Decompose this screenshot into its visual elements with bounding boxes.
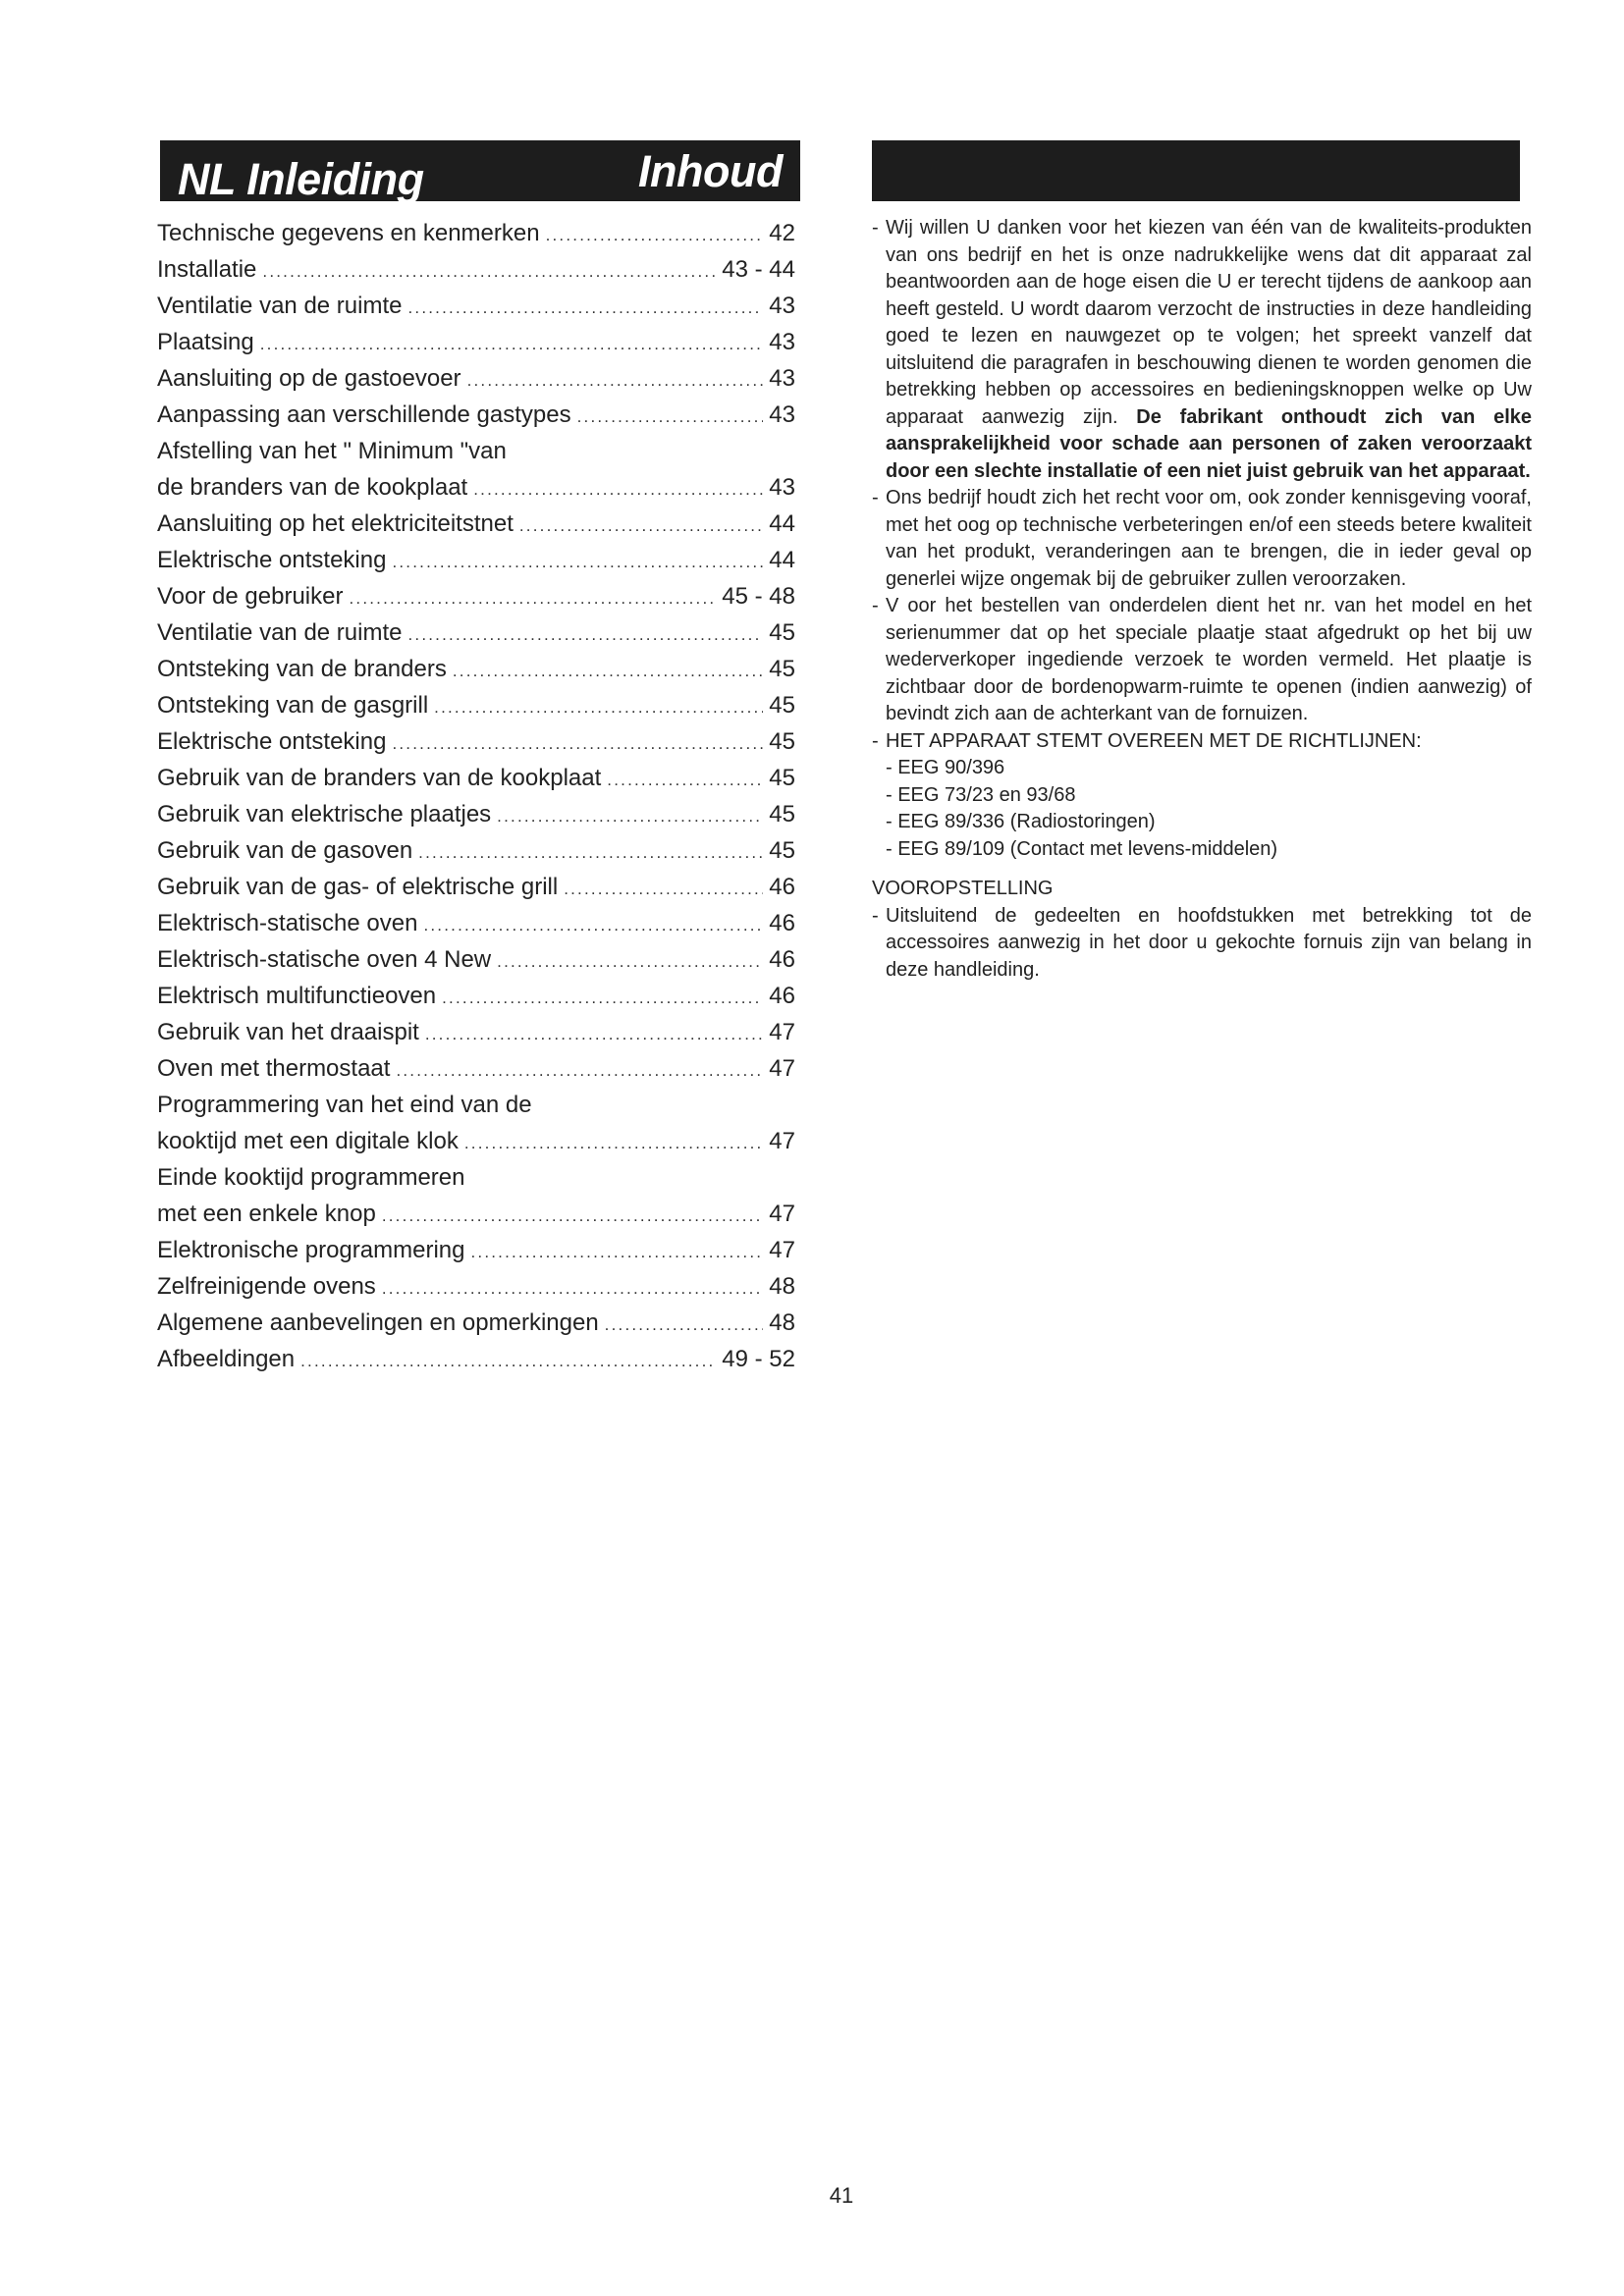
toc-leader-dots [564, 871, 763, 907]
toc-entry [157, 869, 795, 905]
bullet-dash: - [872, 904, 879, 927]
toc-leader-dots [577, 399, 764, 435]
toc-entry [157, 1014, 795, 1050]
toc-leader-dots [497, 798, 763, 834]
toc-entry [157, 832, 795, 869]
toc-leader-dots [396, 1052, 763, 1089]
toc-entry-page: 46 [769, 946, 795, 973]
section-heading-vooropstelling: VOOROPSTELLING [872, 878, 1054, 899]
toc-leader-dots [467, 362, 764, 399]
directive-item: - EEG 90/396 [886, 757, 1005, 778]
intro-paragraph-directives [872, 728, 1532, 756]
toc-entry-page: 43 [769, 401, 795, 428]
toc-entry-page: 44 [769, 547, 795, 573]
toc-entry-page: 44 [769, 510, 795, 537]
toc-entry-label: kooktijd met een digitale klok [157, 1128, 459, 1154]
toc-entry [157, 469, 795, 506]
toc-entry-page: 45 [769, 765, 795, 791]
header-bar-left [160, 140, 800, 204]
toc-entry-page: 45 [769, 728, 795, 755]
toc-leader-dots [423, 907, 763, 943]
toc-entry-page: 46 [769, 910, 795, 936]
header-bar-right [872, 140, 1520, 201]
toc-entry [157, 760, 795, 796]
toc-entry [157, 1232, 795, 1268]
toc-entry-label: Gebruik van de gas- of elektrische grill [157, 874, 559, 900]
toc-entry-label: Elektrische ontsteking [157, 728, 387, 755]
toc-entry-label: Einde kooktijd programmeren [157, 1164, 465, 1191]
scope-text: Uitsluitend de gedeelten en hoofdstukken met betrekking tot de accessoires aanwezig in het door u gekochte fornuis zijn van belang in deze handleiding. [886, 904, 1532, 981]
toc-entry [157, 506, 795, 542]
toc-entry [157, 1087, 795, 1123]
toc-entry [157, 978, 795, 1014]
toc-entry-label: Gebruik van het draaispit [157, 1019, 419, 1045]
toc-leader-dots [418, 834, 763, 871]
bullet-dash: - [872, 729, 879, 752]
toc-entry-label: de branders van de kookplaat [157, 474, 468, 501]
toc-entry-label: Elektrische ontsteking [157, 547, 387, 573]
toc-leader-dots [262, 253, 716, 290]
toc-leader-dots [453, 653, 763, 689]
toc-leader-dots [260, 326, 764, 362]
changes-text: Ons bedrijf houdt zich het recht voor om, ook zonder kennisgeving vooraf, met het oog op technische verbeteringen en/of een steeds betere kwaliteit van het produkt, veranderingen aan te brengen, die in ieder geval op generlei wijze ongemak bij de gebruiker zullen veroorzaken. [886, 487, 1532, 590]
toc-entry [157, 397, 795, 433]
liability-disclaimer: De fabrikant onthoudt zich van elke aansprakelijkheid voor schade aan personen of zaken veroorzaakt door een slechte installatie of een niet juist gebruik van het apparaat. [886, 405, 1533, 482]
toc-entry [157, 542, 795, 578]
toc-entry [157, 941, 795, 978]
toc-entry-page: 47 [769, 1019, 795, 1045]
intro-paragraph-changes [872, 485, 1532, 593]
toc-leader-dots [349, 580, 716, 616]
toc-entry-page: 48 [769, 1273, 795, 1300]
toc-entry-page: 49 - 52 [722, 1346, 795, 1372]
toc-entry [157, 1050, 795, 1087]
toc-leader-dots [473, 471, 763, 507]
toc-entry [157, 251, 795, 288]
directive-item: - EEG 89/109 (Contact met levens-middelen) [886, 837, 1278, 860]
toc-entry-label: Afbeeldingen [157, 1346, 296, 1372]
intro-paragraph-thanks [872, 215, 1532, 485]
toc-entry-label: Elektrisch-statische oven [157, 910, 418, 936]
toc-leader-dots [546, 217, 764, 253]
toc-entry [157, 796, 795, 832]
table-of-contents [157, 215, 795, 1377]
toc-entry [157, 1341, 795, 1377]
toc-entry-page: 45 [769, 619, 795, 646]
toc-entry [157, 288, 795, 324]
toc-leader-dots [382, 1198, 763, 1234]
toc-entry-label: Aanpassing aan verschillende gastypes [157, 401, 571, 428]
intro-paragraph-scope [872, 903, 1532, 985]
toc-entry-page: 43 [769, 365, 795, 392]
bullet-dash: - [872, 595, 879, 616]
directives-heading: HET APPARAAT STEMT OVEREEN MET DE RICHTLIJNEN: [886, 729, 1422, 752]
toc-entry-label: Ontsteking van de branders [157, 656, 447, 682]
toc-entry-label: Oven met thermostaat [157, 1055, 391, 1082]
toc-entry-page: 47 [769, 1237, 795, 1263]
toc-entry-label: Zelfreinigende ovens [157, 1273, 376, 1300]
toc-leader-dots [300, 1343, 716, 1379]
toc-entry [157, 1123, 795, 1159]
toc-entry-page: 43 [769, 474, 795, 501]
toc-entry [157, 905, 795, 941]
toc-entry-label: met een enkele knop [157, 1201, 376, 1227]
directive-item: - EEG 73/23 en 93/68 [886, 783, 1076, 806]
toc-entry-label: Ventilatie van de ruimte [157, 619, 403, 646]
section-title: NL Inleiding [178, 154, 424, 204]
toc-entry-label: Ontsteking van de gasgrill [157, 692, 429, 719]
bullet-dash: - [872, 217, 879, 239]
toc-leader-dots [407, 290, 763, 326]
toc-entry-page: 47 [769, 1128, 795, 1154]
page-number: 41 [829, 2183, 854, 2208]
toc-leader-dots [497, 943, 763, 980]
toc-entry-page: 46 [769, 874, 795, 900]
toc-entry-label: Algemene aanbevelingen en opmerkingen [157, 1309, 599, 1336]
toc-leader-dots [392, 725, 763, 762]
toc-entry-page: 45 [769, 837, 795, 864]
toc-leader-dots [425, 1016, 763, 1052]
toc-entry-page: 45 [769, 692, 795, 719]
bullet-dash: - [872, 487, 879, 508]
toc-entry-page: 45 [769, 656, 795, 682]
toc-entry-page: 43 [769, 329, 795, 355]
toc-entry-page: 43 [769, 293, 795, 319]
toc-entry [157, 215, 795, 251]
toc-entry-page: 45 [769, 801, 795, 828]
toc-entry-label: Elektrisch-statische oven 4 New [157, 946, 492, 973]
toc-leader-dots [407, 616, 763, 653]
toc-entry-label: Gebruik van de branders van de kookplaat [157, 765, 602, 791]
toc-leader-dots [470, 1234, 763, 1270]
toc-entry [157, 1268, 795, 1305]
toc-entry [157, 1305, 795, 1341]
thanks-text: Wij willen U danken voor het kiezen van één van de kwaliteits-produkten van ons bedrijf en het is onze nadrukkelijke wens dat dit apparaat zal beantwoorden aan de hoge eisen die U er terecht tijdens de aankoop aan heeft gesteld. U wordt daarom verzocht de instructies in deze handleiding goed te lezen en nauwgezet op te volgen; het spreekt vanzelf dat uitsluitend die paragrafen in beschouwing dienen te worden genomen die betrekking hebben op accessoires en bedieningsknoppen welke op Uw apparaat aanwezig zijn. [886, 217, 1532, 428]
toc-entry [157, 360, 795, 397]
toc-entry-label: Gebruik van elektrische plaatjes [157, 801, 492, 828]
toc-entry [157, 614, 795, 651]
toc-leader-dots [464, 1125, 763, 1161]
toc-entry [157, 651, 795, 687]
toc-leader-dots [605, 1307, 764, 1343]
introduction-column [872, 215, 1532, 984]
toc-leader-dots [382, 1270, 763, 1307]
toc-entry-page: 47 [769, 1055, 795, 1082]
toc-entry-page: 47 [769, 1201, 795, 1227]
directive-item: - EEG 89/336 (Radiostoringen) [886, 811, 1156, 832]
toc-leader-dots [434, 689, 763, 725]
toc-entry-label: Aansluiting op de gastoevoer [157, 365, 461, 392]
toc-entry [157, 578, 795, 614]
toc-entry-label: Technische gegevens en kenmerken [157, 220, 540, 246]
toc-entry [157, 324, 795, 360]
contents-title: Inhoud [638, 146, 783, 196]
toc-leader-dots [442, 980, 763, 1016]
toc-entry-label: Ventilatie van de ruimte [157, 293, 403, 319]
toc-entry-page: 45 - 48 [722, 583, 795, 610]
toc-entry-label: Voor de gebruiker [157, 583, 344, 610]
toc-entry-page: 43 - 44 [722, 256, 795, 283]
intro-paragraph-parts [872, 593, 1532, 728]
toc-entry-label: Installatie [157, 256, 257, 283]
toc-entry-label: Programmering van het eind van de [157, 1092, 532, 1118]
toc-entry-label: Plaatsing [157, 329, 254, 355]
toc-entry-label: Elektronische programmering [157, 1237, 465, 1263]
toc-entry-page: 48 [769, 1309, 795, 1336]
toc-leader-dots [607, 762, 763, 798]
toc-leader-dots [519, 507, 763, 544]
toc-entry-label: Aansluiting op het elektriciteitstnet [157, 510, 514, 537]
toc-entry-label: Elektrisch multifunctieoven [157, 983, 437, 1009]
toc-entry [157, 687, 795, 723]
toc-entry [157, 433, 795, 469]
toc-entry [157, 723, 795, 760]
toc-entry [157, 1159, 795, 1196]
toc-entry-label: Gebruik van de gasoven [157, 837, 413, 864]
toc-leader-dots [392, 544, 763, 580]
toc-entry-page: 46 [769, 983, 795, 1009]
toc-entry-page: 42 [769, 220, 795, 246]
parts-text: V oor het bestellen van onderdelen dient het nr. van het model en het serienummer dat op het speciale plaatje staat afgedrukt op het bij uw wederverkoper ingediende verzoek te worden vermeld. Het plaatje is zichtbaar door de bordenopwarm-ruimte te openen (indien aanwezig) of bevindt zich aan de achterkant van de fornuizen. [886, 595, 1532, 724]
toc-entry [157, 1196, 795, 1232]
toc-entry-label: Afstelling van het " Minimum "van [157, 438, 507, 464]
